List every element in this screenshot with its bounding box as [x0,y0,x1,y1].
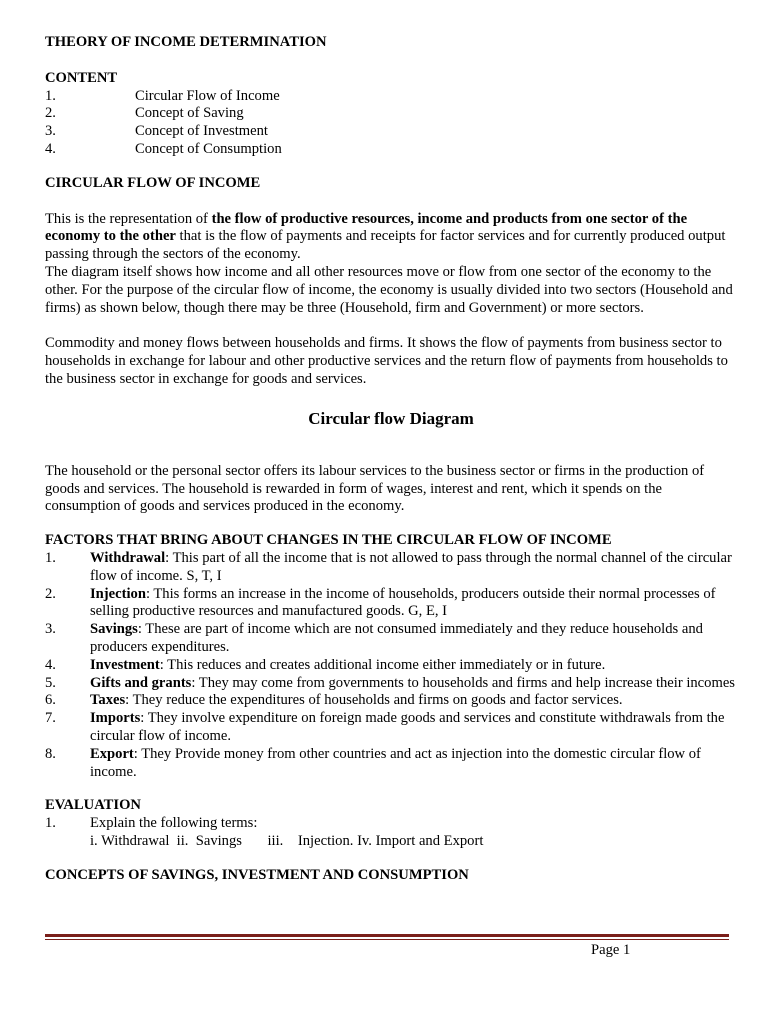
evaluation-terms-row [45,833,737,851]
content-list [45,88,737,159]
factor-text: : They may come from governments to households and firms and help increase their incomes [191,674,735,691]
factor-term: Imports [90,710,141,727]
content-item-number: 2. [45,105,56,122]
factor-body [90,675,737,693]
factor-number: 4. [45,656,56,673]
factor-text: : These are part of income which are not consumed immediately and they reduce households and producers expenditures. [90,621,703,655]
factor-text: : They reduce the expenditures of households and firms on goods and factor services. [125,692,623,709]
factor-text: : This part of all the income that is not allowed to pass through the normal channel of the circular flow of income. S, T, I [90,549,732,584]
household-paragraph: The household or the personal sector offers its labour services to the business sector or firms in the production of goods and services. The household is rewarded in form of wages, interest and rent, which it spends on the consumption of goods and services produced in the economy. [45,462,705,515]
factor-body [90,746,737,782]
factors-heading: FACTORS THAT BRING ABOUT CHANGES IN THE CIRCULAR FLOW OF INCOME [45,532,612,549]
commodity-flow-paragraph: Commodity and money flows between households and firms. It shows the flow of payments from business sector to households in exchange for labour and other productive services and the return flow of payments from households to the business sector in exchange for goods and services. [45,335,728,387]
definition-tail: that is the flow of payments and receipts for factor services and for currently produced output passing through the sectors of the economy. [45,228,726,263]
diagram-explanation-paragraph: The diagram itself shows how income and all other resources move or flow from one sector of the economy to the other. For the purpose of the circular flow of income, the economy is usually divided into two sectors (Household and firms) as shown below, though there may be three (Household, firm and Government) or more sectors. [45,263,733,316]
content-item [45,141,737,159]
factors-list [45,550,737,781]
factor-item [45,746,737,782]
factor-text: : They involve expenditure on foreign made goods and services and constitute withdrawals from the circular flow of income. [90,710,725,744]
factor-text: : They Provide money from other countries and act as injection into the domestic circular flow of income. [90,745,701,780]
factor-number: 6. [45,692,56,709]
content-item-label: Circular Flow of Income [135,87,280,104]
content-item-label: Concept of Consumption [135,140,282,157]
factor-term: Investment [90,656,160,673]
evaluation-question: Explain the following terms: [90,815,258,832]
content-item [45,105,737,123]
footer-rule-thick [45,934,729,937]
factor-item [45,550,737,586]
concepts-heading: CONCEPTS OF SAVINGS, INVESTMENT AND CONSUMPTION [45,866,469,883]
factor-term: Gifts and grants [90,674,192,691]
factor-body [90,550,737,586]
factor-number: 1. [45,549,56,566]
factor-number: 5. [45,674,56,691]
factor-item [45,621,737,657]
factor-item [45,675,737,693]
factor-term: Injection [90,585,146,602]
factor-item [45,692,737,710]
page-number: Page 1 [591,942,631,958]
factor-text: : This reduces and creates additional income either immediately or in future. [159,656,606,673]
content-item [45,88,737,106]
diagram-title: Circular flow Diagram [308,408,474,428]
factor-body [90,621,737,657]
content-item-number: 3. [45,123,56,140]
footer-rule-thin [45,939,729,940]
content-item [45,123,737,141]
content-item-label: Concept of Investment [135,123,268,140]
content-item-number: 1. [45,87,56,104]
content-heading: CONTENT [45,69,118,86]
factor-item [45,710,737,746]
definition-paragraph [45,211,737,264]
factor-term: Savings [90,621,138,638]
factor-body [90,710,737,746]
content-item-number: 4. [45,140,56,157]
content-item-label: Concept of Saving [135,105,244,122]
factor-body [90,657,737,675]
factor-body [90,586,737,622]
factor-term: Taxes [90,692,126,709]
factor-number: 3. [45,621,56,638]
factor-item [45,657,737,675]
evaluation-number: 1. [45,815,56,832]
evaluation-terms: i. Withdrawal ii. Savings iii. Injection. Iv. Import and Export [90,832,484,849]
diagram-area [45,429,737,463]
factor-number: 8. [45,745,56,762]
factor-term: Export [90,745,134,762]
factor-item [45,586,737,622]
factor-term: Withdrawal [90,549,166,566]
circular-flow-heading: CIRCULAR FLOW OF INCOME [45,174,261,191]
factor-body [90,692,737,710]
definition-lead: This is the representation of [45,210,212,227]
factor-number: 7. [45,710,56,727]
document-title: THEORY OF INCOME DETERMINATION [45,34,327,50]
factor-text: : This forms an increase in the income of households, producers outside their normal processes of selling productive resources and manufactured goods. G, E, I [90,585,716,620]
definition-bold: the flow of productive resources, income and products from one sector of the economy to the other [45,210,688,245]
evaluation-heading: EVALUATION [45,797,141,814]
evaluation-item [45,815,737,833]
factor-number: 2. [45,585,56,602]
document-page [45,34,737,884]
